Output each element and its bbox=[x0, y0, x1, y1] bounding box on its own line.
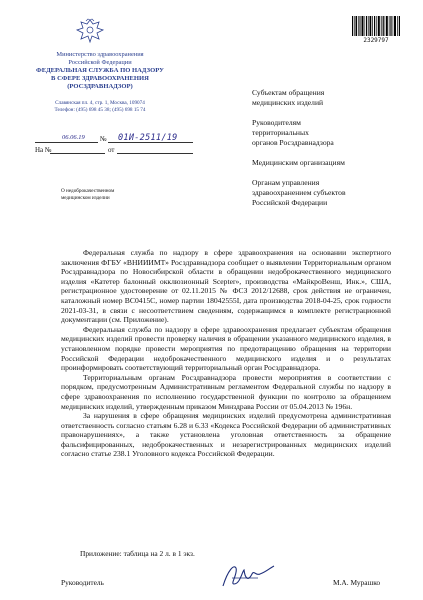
body-paragraph: За нарушения в сфере обращения медицинских изделий предусмотрена административная ответственность согласно статьям 6.28 и 6.33 «Кодекса Российской Федерации об административных правонарушениях», а также установлена уголовная ответственность за обращение фальсифицированных, недоброкачественных и незарегистрированных медицинских изделий согласно статье 238.1 Уголовного кодекса Российской Федерации. bbox=[61, 411, 391, 459]
from-underline bbox=[117, 153, 193, 154]
recipient-line: медицинских изделий bbox=[252, 97, 324, 107]
barcode-number: 2329797 bbox=[363, 37, 389, 44]
handwritten-signature bbox=[218, 560, 278, 590]
letter-subject bbox=[61, 188, 114, 202]
on-no-underline bbox=[50, 153, 105, 154]
ministry-name bbox=[20, 51, 180, 66]
recipient-block bbox=[252, 118, 334, 147]
signer-position: Руководитель bbox=[61, 578, 104, 587]
recipient-line: территориальных bbox=[252, 127, 309, 137]
from-label: от bbox=[108, 146, 115, 154]
on-no-label: На № bbox=[35, 146, 52, 154]
recipient-line: Российской Федерации bbox=[252, 197, 328, 207]
coat-of-arms-emblem bbox=[75, 18, 105, 44]
agency-address bbox=[20, 100, 180, 114]
reg-number: 01И-2511/19 bbox=[118, 133, 178, 143]
ministry-line: Министерство здравоохранения bbox=[56, 51, 144, 58]
recipient-line: Органам управления bbox=[252, 178, 320, 187]
address-line: Славянская пл. 4, стр. 1, Москва, 109074 bbox=[55, 100, 145, 106]
subject-line: О недоброкачественном bbox=[61, 188, 115, 194]
signer-name: М.А. Мурашко bbox=[333, 578, 381, 587]
recipient-line: Медицинским организациям bbox=[252, 158, 345, 167]
phone-line: Телефон: (495) 698 45 38; (495) 698 15 74 bbox=[54, 107, 146, 113]
agency-name bbox=[20, 67, 180, 90]
recipient-line: здравоохранением субъектов bbox=[252, 187, 346, 197]
recipient-line: органов Росздравнадзора bbox=[252, 137, 334, 147]
body-paragraph: Федеральная служба по надзору в сфере здравоохранения предлагает субъектам обращения медицинских изделий провести проверку наличия в обращении указанного медицинского изделия, в установленном порядке провести мероприятия по предотвращению обращения на территории Российской Федерации недоброкачественного медицинского изделия и о результатах проинформировать соответствующий территориальный орган Росздравнадзора. bbox=[61, 324, 391, 373]
barcode bbox=[352, 16, 400, 36]
recipient-line: Руководителям bbox=[252, 118, 301, 127]
body-paragraph: Территориальным органам Росздравнадзора провести мероприятия в соответствии с порядком, предусмотренным Административным регламентом Федеральной службы по надзору в сфере здравоохранения по исполнению государственной функции по контролю за обращением медицинских изделий, утвержденным приказом Минздрава России от 05.04.2013 № 196н. bbox=[61, 372, 391, 411]
subject-line: медицинском изделии bbox=[61, 195, 110, 201]
ministry-line: Российской Федерации bbox=[68, 58, 132, 66]
recipient-block bbox=[252, 158, 345, 168]
attachment-note: Приложение: таблица на 2 л. в 1 экз. bbox=[80, 549, 195, 558]
body-paragraph: Федеральная служба по надзору в сфере здравоохранения на основании экспертного заключения ФГБУ «ВНИИИМТ» Росздравнадзора сообщает о выявлении Территориальным органом Росздравнадзора по Новосибирской области в обращении недоброкачественного медицинского изделия «Катетер балонный окклюзионный Scepter», производства «МайкроВенш, Инк.», США, регистрационное удостоверение от 02.11.2015 № ФСЗ 2012/12688, срок действия не ограничен, каталожный номер BC0415C, номер партии 18042555I, дата производства 2018-04-25, срок годности 2021-03-31, в связи с несоответствием сведениям, содержащимся в комплекте регистрационной документации (см. Приложение). bbox=[61, 248, 391, 325]
agency-line: (РОСЗДРАВНАДЗОР) bbox=[67, 82, 133, 90]
agency-line: ФЕДЕРАЛЬНАЯ СЛУЖБА ПО НАДЗОРУ bbox=[36, 67, 164, 74]
reg-date-underline bbox=[35, 142, 98, 143]
reg-date: 06.06.19 bbox=[62, 134, 85, 141]
recipient-block bbox=[252, 178, 346, 207]
recipient-line: Субъектам обращения bbox=[252, 88, 325, 97]
agency-line: В СФЕРЕ ЗДРАВООХРАНЕНИЯ bbox=[51, 74, 149, 82]
letter-body bbox=[61, 248, 391, 459]
reg-no-label: № bbox=[100, 135, 107, 143]
recipient-block bbox=[252, 88, 324, 108]
